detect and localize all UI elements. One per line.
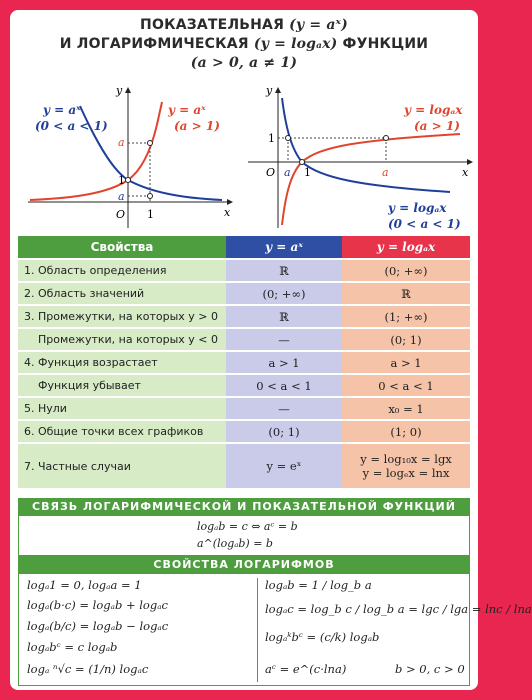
- log-label-top-cond: (a > 1): [414, 119, 460, 133]
- row-log-value: (0; 1): [342, 329, 470, 350]
- row-exp-value: y = eˣ: [226, 444, 342, 488]
- exp-origin: O: [116, 208, 126, 221]
- log-point-small: [286, 136, 291, 141]
- poster-title: [10, 10, 478, 73]
- row-log-value: ℝ: [342, 283, 470, 304]
- function-graphs: [10, 80, 478, 230]
- table-row: [18, 352, 470, 373]
- log-label-bottom: y = logₐx: [388, 201, 447, 215]
- title-line-1: ПОКАЗАТЕЛЬНАЯ (y = aˣ): [140, 17, 348, 33]
- exp-axis-y-label: y: [116, 84, 123, 97]
- table-row: [18, 398, 470, 419]
- exp-tick-a-lower: a: [118, 190, 125, 203]
- link-section-box: [18, 516, 470, 556]
- row-label: 6. Общие точки всех графиков: [18, 421, 226, 442]
- log-prop-left-1: logₐ1 = 0, logₐa = 1: [27, 578, 142, 592]
- table-row: [18, 421, 470, 442]
- log-prop-right-5: b > 0, c > 0: [395, 662, 465, 676]
- link-formula-1: logₐb = c ⇔ aᶜ = b: [197, 520, 298, 533]
- exp-label-left: y = aˣ: [43, 103, 81, 117]
- link-formula-2: a^(logₐb) = b: [197, 537, 273, 550]
- table-row: [18, 375, 470, 396]
- log-axis-x-label: x: [462, 166, 469, 179]
- row-log-value: [342, 444, 470, 488]
- title-line-3: (a > 0, a ≠ 1): [190, 55, 298, 71]
- table-row: [18, 306, 470, 327]
- log-origin: O: [266, 166, 276, 179]
- row-exp-value: —: [226, 398, 342, 419]
- log-special-case-2: y = logₑx = lnx: [362, 466, 450, 480]
- table-row: [18, 283, 470, 304]
- row-label: Функция убывает: [18, 375, 226, 396]
- row-label: 1. Область определения: [18, 260, 226, 281]
- header-log: y = logₐx: [342, 236, 470, 258]
- exp-tick-x-one: 1: [147, 208, 154, 221]
- log-properties-box: [18, 574, 532, 686]
- row-log-value: (1; 0): [342, 421, 470, 442]
- row-exp-value: (0; 1): [226, 421, 342, 442]
- row-exp-value: ℝ: [226, 306, 342, 327]
- header-properties: Свойства: [18, 236, 226, 258]
- exp-point-lower: [148, 194, 153, 199]
- log-prop-left-4: logₐbᶜ = c logₐb: [27, 640, 118, 654]
- log-properties-divider: [257, 578, 258, 682]
- row-exp-value: —: [226, 329, 342, 350]
- log-prop-right-1: logₐb = 1 / log_b a: [265, 578, 372, 592]
- row-log-value: (1; +∞): [342, 306, 470, 327]
- row-label: 7. Частные случаи: [18, 444, 226, 488]
- row-exp-value: a > 1: [226, 352, 342, 373]
- properties-table: [18, 234, 470, 490]
- log-prop-right-3: logₐᵏbᶜ = (c/k) logₐb: [265, 630, 380, 644]
- row-log-value: (0; +∞): [342, 260, 470, 281]
- log-tick-x-one: 1: [304, 166, 311, 179]
- exp-tick-a-upper: a: [118, 136, 125, 149]
- log-prop-left-2: logₐ(b·c) = logₐb + logₐc: [27, 598, 168, 612]
- exp-graph: [28, 84, 232, 228]
- link-section-heading: СВЯЗЬ ЛОГАРИФМИЧЕСКОЙ И ПОКАЗАТЕЛЬНОЙ ФУНКЦИЙ: [18, 498, 470, 516]
- table-row: [18, 329, 470, 350]
- row-exp-value: (0; +∞): [226, 283, 342, 304]
- table-row: [18, 444, 470, 488]
- exp-axis-x-label: x: [224, 206, 231, 219]
- title-line-2: И ЛОГАРИФМИЧЕСКАЯ (y = logₐx) ФУНКЦИИ: [59, 36, 429, 52]
- log-label-bottom-cond: (0 < a < 1): [388, 217, 461, 231]
- log-prop-left-5: logₐ ⁿ√c = (1/n) logₐc: [27, 662, 149, 676]
- row-label: 5. Нули: [18, 398, 226, 419]
- poster-sheet: [10, 10, 532, 690]
- row-log-value: x₀ = 1: [342, 398, 470, 419]
- row-label: 2. Область значений: [18, 283, 226, 304]
- row-label: Промежутки, на которых y < 0: [18, 329, 226, 350]
- properties-header-row: [18, 236, 470, 258]
- exp-point-common: [126, 178, 131, 183]
- header-exp: y = aˣ: [226, 236, 342, 258]
- row-log-value: 0 < a < 1: [342, 375, 470, 396]
- exp-tick-one: 1: [118, 174, 125, 187]
- row-label: 4. Функция возрастает: [18, 352, 226, 373]
- row-log-value: a > 1: [342, 352, 470, 373]
- log-tick-a-small: a: [284, 166, 291, 179]
- exp-point-upper: [148, 141, 153, 146]
- log-prop-right-4: aᶜ = e^(c·lna): [265, 662, 347, 676]
- log-properties-heading: СВОЙСТВА ЛОГАРИФМОВ: [18, 556, 470, 574]
- row-label: 3. Промежутки, на которых y > 0: [18, 306, 226, 327]
- row-exp-value: ℝ: [226, 260, 342, 281]
- log-prop-right-2: logₐc = log_b c / log_b a = lgc / lga = lnc / lna: [265, 602, 532, 616]
- log-tick-a-large: a: [382, 166, 389, 179]
- row-exp-value: 0 < a < 1: [226, 375, 342, 396]
- exp-label-left-cond: (0 < a < 1): [35, 119, 108, 133]
- log-axis-y-label: y: [266, 84, 273, 97]
- log-tick-y-one: 1: [268, 132, 275, 145]
- log-point-common: [300, 160, 305, 165]
- log-graph: [248, 84, 472, 231]
- log-point-large: [384, 136, 389, 141]
- exp-label-right: y = aˣ: [168, 103, 206, 117]
- log-label-top: y = logₐx: [404, 103, 463, 117]
- log-prop-left-3: logₐ(b/c) = logₐb − logₐc: [27, 619, 169, 633]
- exp-label-right-cond: (a > 1): [174, 119, 220, 133]
- table-row: [18, 260, 470, 281]
- log-special-case-1: y = log₁₀x = lgx: [360, 452, 452, 466]
